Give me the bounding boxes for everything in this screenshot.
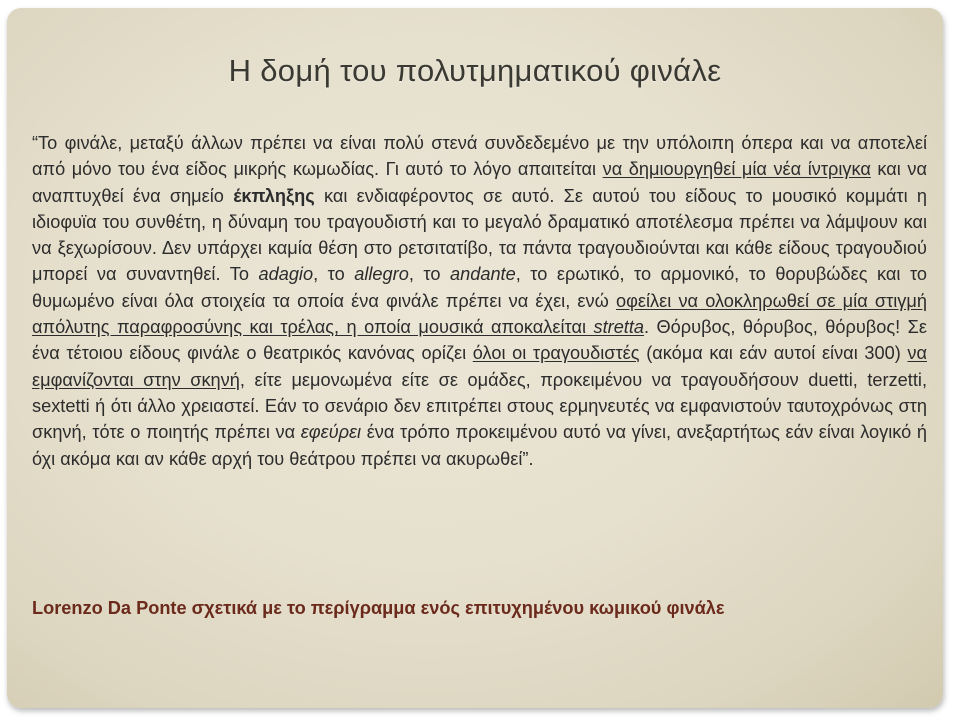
quote-underlined-text: να εμφανίζονται στην σκηνή [32, 343, 928, 390]
quote-italic-term: allegro [354, 264, 409, 285]
quote-text: (ακόμα και εάν αυτοί είναι 300) [639, 343, 908, 364]
slide-title: Η δομή του πολυτμηματικού φινάλε [228, 53, 722, 88]
quote-text: ένα τρόπο προκειμένου αυτό να γίνει, ανεξαρτήτως εάν είναι λογικό ή όχι ακόμα και αν κάθε αρχή του θεάτρου πρέπει να ακυρωθεί”. [32, 422, 927, 469]
quote-text: “Το φινάλε, μεταξύ άλλων πρέπει να είναι πολύ στενά συνδεδεμένο με την υπόλοιπη όπερα και να αποτελεί από μόνο του ένα είδος μικρής κωμωδίας. Γι αυτό το λόγο απαιτείται [32, 133, 927, 180]
quote-underlined-text: οφείλει να ολοκληρωθεί σε μία στιγμή απόλυτης παραφροσύνης και τρέλας, η οποία μουσικά αποκαλείται [32, 290, 927, 338]
quote-text: και να αναπτυχθεί ένα σημείο [32, 159, 927, 206]
quote-text: . Θόρυβος, θόρυβος, θόρυβος! Σε ένα τέτοιου είδους φινάλε ο θεατρικός κανόνας ορίζει [32, 317, 927, 364]
quote-text: , το [313, 264, 355, 285]
quote-text: , είτε μεμονωμένα είτε σε ομάδες, προκειμένου να τραγουδήσουν duetti, terzetti, sextetti ή ότι άλλο χρειαστεί. Εάν το σενάριο δεν επιτρέπει στους ερμηνευτές να εμφανιστούν ταυτοχρόνως στη σκηνή, τότε ο ποιητής πρέπει να [32, 369, 927, 443]
quote-italic-term: adagio [258, 264, 314, 285]
quote-text: και ενδιαφέροντος σε αυτό. Σε αυτού του είδους το μουσικό κομμάτι η ιδιοφυϊα του συνθέτη, η δύναμη του τραγουδιστή και το μεγαλό δραματικό αποτέλεσμα πρέπει να λάμψουν και να ξεχωρίσουν. Δεν υπάρχει καμία θέση στο ρετσιτατίβο, τα πάντα τραγουδιούνται και κάθε είδους τραγουδιού μπορεί να συναντηθεί. Το [32, 185, 927, 285]
quote-text: , το ερωτικό, το αρμονικό, το θορυβώδες και το θυμωμένο είναι όλα στοιχεία τα οποία ένα φινάλε πρέπει να έχει, ενώ [32, 264, 928, 311]
quote-paragraph [32, 130, 927, 472]
quote-italic-term: εφεύρει [300, 422, 362, 443]
quote-bold-text: έκπληξης [233, 185, 315, 206]
quote-text: , το [408, 264, 450, 285]
quote-attribution: Lorenzo Da Ponte σχετικά με το περίγραμμα ενός επιτυχημένου κωμικού φινάλε [32, 598, 725, 618]
quote-underlined-text: να δημιουργηθεί μία νέα ίντριγκα [602, 159, 871, 180]
slide [7, 8, 943, 708]
quote-italic-term: stretta [593, 317, 645, 338]
quote-italic-term: andante [449, 264, 516, 285]
quote-underlined-text: όλοι οι τραγουδιστές [472, 343, 640, 364]
